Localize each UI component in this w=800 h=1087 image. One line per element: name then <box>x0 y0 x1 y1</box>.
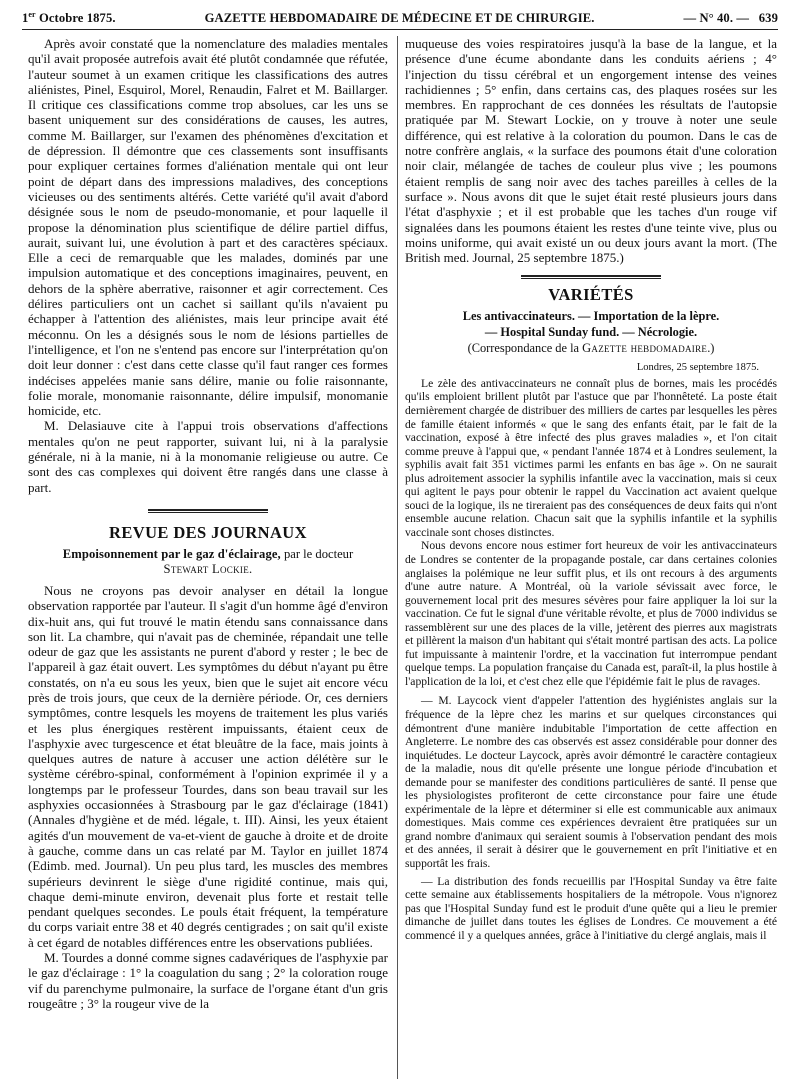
right-column <box>405 36 777 942</box>
section-divider <box>148 509 268 513</box>
issue-number: — N° 40. — 639 <box>683 10 778 25</box>
article-paragraph-1: Nous ne croyons pas devoir analyser en détail la longue observation rapportée par l'auteur. Il s'agit d'un homme âgé d'environ dix-huit ans, qui fut trouvé le matin étendu sans connaissance dans son lit. La chambre, qui n'avait pas de cheminée, répandait une telle odeur de gaz que les assistants ne purent d'abord y rester ; le bec de l'appareil à gaz était ouvert. Les symptômes du début n'ayant pu être constatés, on n'a eu sous les yeux, bien que le sujet ait encore vécu près de trois jours, que ceux de la dernière période. Or, ces derniers symptômes, contre lesquels les moyens de traitement les plus variés et les plus énergiques restèrent impuissants, étaient ceux de l'asphyxie avec turgescence et état bleuâtre de la face, mais joints à quelques autres de nature à accuser une action délétère sur le système cérébro-spinal, conformément à l'opinion exprimée il y a longtemps par le professeur Tourdes, dans son beau travail sur les asphyxies occasionnées à Strasbourg par le gaz d'éclairage (1841) (Annales d'hygiène et de méd. légale, t. III). Ainsi, les yeux étaient agités d'un mouvement de va-et-vient de gauche à droite et de droite à gauche, comme dans un cas relaté par M. Taylor en juillet 1874 (Edimb. med. Journal). Un peu plus tard, les muscles des membres supérieurs devinrent le siège d'une rigidité continue, mais qui, chaque demi-minute environ, devenait plus forte et restait telle pendant quelques secondes. Le pouls était fréquent, la température du corps variait entre 38 et 40 degrés centigrades ; on sait qu'il existe à cet égard de notables différences entre les observations publiées. <box>28 582 388 950</box>
section-divider-right <box>521 275 661 279</box>
running-head <box>22 6 778 30</box>
header-rule <box>22 29 778 30</box>
continued-paragraph: muqueuse des voies respiratoires jusqu'à la base de la langue, et la présence d'une écume abondante dans les conduits aériens ; 4° l'injection du tissu cérébral et un engorgement intense des veines rachidiennes ; 5° enfin, dans certains cas, des plaques rosées sur les membres. En rapprochant de ces données les résultats de l'autopsie pratiquée par M. Stewart Lockie, on y trouve à noter une seule différence, qui est relative à la coloration du poumon. Dans le cas de notre confrère anglais, « la surface des poumons était d'une coloration noir clair, mélangée de taches de couleur plus vive ; les poumons étaient remplis de sang noir avec des taches pareilles à celles de la surface ». Nous avons dit que le sujet était resté plusieurs jours dans l'état d'asphyxie ; et il est probable que les taches d'un rouge vif signalées dans les poumons étaient les restes d'une teinte vive, plus ou moins uniforme, qui avait existé un ou deux jours avant la mort. (The British med. Journal, 25 septembre 1875.) <box>405 36 777 266</box>
left-column <box>28 36 388 1011</box>
page-number: 639 <box>758 10 778 25</box>
dateline: Londres, 25 septembre 1875. <box>636 361 759 373</box>
article-author: Stewart Lockie. <box>163 561 253 576</box>
varietes-paragraph-4: — La distribution des fonds recueillis par l'Hospital Sunday va être faite cette semaine aux établissements hospitaliers de la métropole. Vous n'ignorez pas que l'Hospital Sunday fund est le produit d'une quête qui a lieu le premier dimanche de juillet dans toutes les églises de Londres. Ce mouvement a été commencé il y a quelques années, grâce à l'initiative du clergé anglais, mais il <box>405 874 777 942</box>
article-heading: Empoisonnement par le gaz d'éclairage, par le docteur Stewart Lockie. <box>62 546 354 576</box>
varietes-topics-1: Les antivaccinateurs. — Importation de la lèpre. <box>462 309 720 324</box>
correspondence-note: (Correspondance de la Gazette hebdomadaire.) <box>467 340 715 355</box>
journal-title: GAZETTE HEBDOMADAIRE DE MÉDECINE ET DE CHIRURGIE. <box>204 10 595 25</box>
article-paragraph-2: M. Tourdes a donné comme signes cadavériques de l'asphyxie par le gaz d'éclairage : 1° la coagulation du sang ; 2° la coloration rouge vif du parenchyme pulmonaire, la surface de l'organe étant d'un gris rougeâtre ; 3° la rougeur vive de la <box>28 950 388 1011</box>
article-title: Empoisonnement par le gaz d'éclairage, <box>62 546 281 561</box>
varietes-paragraph-1: Le zèle des antivaccinateurs ne connaît plus de bornes, mais les procédés qu'ils emploient brillent plutôt par l'astuce que par l'honnêteté. La poste était dernièrement chargée de distribuer des milliers de cartes par lesquelles les pères de famille étaient informés « que le sang des enfants était, par le fait de la vaccination, exposé à être infecté des plus graves maladies », et l'on citait comme preuve à l'appui que, « pendant l'année 1874 et à Londres seulement, la syphilis avait fait 351 victimes parmi les enfants en bas âge ». On ne saurait plus adroitement associer la syphilis infantile avec la vaccination, mais si ceux qui agitent le pays pour obtenir le rappel du Vaccination act avaient quelque souci de la logique, ils ne tireraient pas des conséquences de deux faits qui n'ont ensemble aucune relation. Chacun sait que la syphilis infantile et la syphilis vaccinale sont choses distinctes. <box>405 376 777 539</box>
varietes-topics-2: — Hospital Sunday fund. — Nécrologie. <box>484 324 698 339</box>
section-title-varietes: VARIÉTÉS <box>548 285 634 305</box>
intro-paragraph-2: M. Delasiauve cite à l'appui trois observations d'affections mentales qu'on ne peut rapporter, suivant lui, ni à la paralysie générale, ni à la manie, ni à la monomanie religieuse ou autre. Ce sont des cas complexes qui doivent être rangés dans une classe à part. <box>28 418 388 495</box>
varietes-subheading <box>405 309 777 339</box>
section-title-revue: REVUE DES JOURNAUX <box>109 522 307 542</box>
varietes-paragraph-3: — M. Laycock vient d'appeler l'attention des hygiénistes anglais sur la fréquence de la lèpre chez les marins et sur quelques circonstances qui démontrent d'une manière indubitable l'importation de cette affection en Angleterre. Le nombre des cas observés est assez considérable pour donner des inquiétudes. Le docteur Laycock, après avoir démontré le caractère contagieux de la maladie, nous dit qu'elle présente une longue période d'incubation et demande pour se manifester des conditions particulières de santé. Il pense que les physiologistes profiteront de cette circonstance pour faire une étude expérimentale de la lèpre et déterminer si elle est communicable aux animaux domestiques. Mais comme ces expériences devraient être pratiquées sur un grand nombre d'animaux qui seraient soumis à l'observation pendant des mois et des années, il serait à désirer que le gouvernement en prît l'initiative et en supportât les frais. <box>405 694 777 870</box>
varietes-paragraph-2: Nous devons encore nous estimer fort heureux de voir les antivaccinateurs de Londres se contenter de la propagande postale, car dans certaines colonies anglaises la polémique ne leur suffit plus, et ils ont recours à des arguments d'une autre nature. A Montréal, où la variole sévissait avec force, le gouvernement local prit des mesures sévères pour faire appliquer la loi sur la vaccination. Ce fut le signal d'une véritable révolte, et plus de 7000 individus se rassemblèrent sur une des places de la ville, jetèrent des pierres aux magistrats et pillèrent la maison d'un habitant qui s'était montré partisan des acts. La police fut impuissante à maintenir l'ordre, et la vaccination fut interrompue pendant quelque temps. La population française du Canada est, paraît-il, la plus hostile à l'application de la loi, et c'est chez elle que l'épidémie fait le plus de ravages. <box>405 539 777 688</box>
issue-date: 1er Octobre 1875. <box>22 9 116 26</box>
intro-paragraph-1: Après avoir constaté que la nomenclature des maladies mentales qu'il avait proposée autrefois avait été plutôt condamnée que réfutée, l'auteur soumet à un examen critique les classifications des autres aliénistes, Pinel, Esquirol, Morel, Renaudin, Falret et M. Baillarger. Il critique ces classifications comme trop absolues, car les uns se basent uniquement sur des considérations de causes, les autres, comme M. Baillarger, sur l'examen des phénomènes d'excitation et de dépression. Il démontre que ces classements sont insuffisants pour expliquer certaines formes d'aliénation mentale qui ont leur point de départ dans des impressions maladives, des conceptions vicieuses ou des sentiments altérés. Cette variété qu'il avait d'abord désignée sous le nom de pseudo-monomanie, et pour laquelle il propose la dénomination plus scientifique de délire partiel diffus, aurait, suivant lui, une évolution à part et des caractères spéciaux. Elle a ceci de remarquable que les malades, dominés par une impulsion automatique et des conceptions imaginaires, peuvent, en dehors de la sphère aberrative, raisonner et agir correctement. Ces délires particuliers ont un cachet si saillant qu'ils n'avaient pu échapper à l'attention des aliénistes, mais leur principe avait été méconnu. On les a désignés sous le nom de lésions partielles de l'intelligence, et l'on ne s'entend pas encore sur l'interprétation qu'on doit leur donner : c'est dans cette classe qu'il faut ranger ces formes indécises appelées manie sans délire, manie ou folie raisonnante, folie morale, monomanie raisonnante, délire impulsif, monomanie homicide, etc. <box>28 36 388 419</box>
column-rule <box>397 36 398 1079</box>
